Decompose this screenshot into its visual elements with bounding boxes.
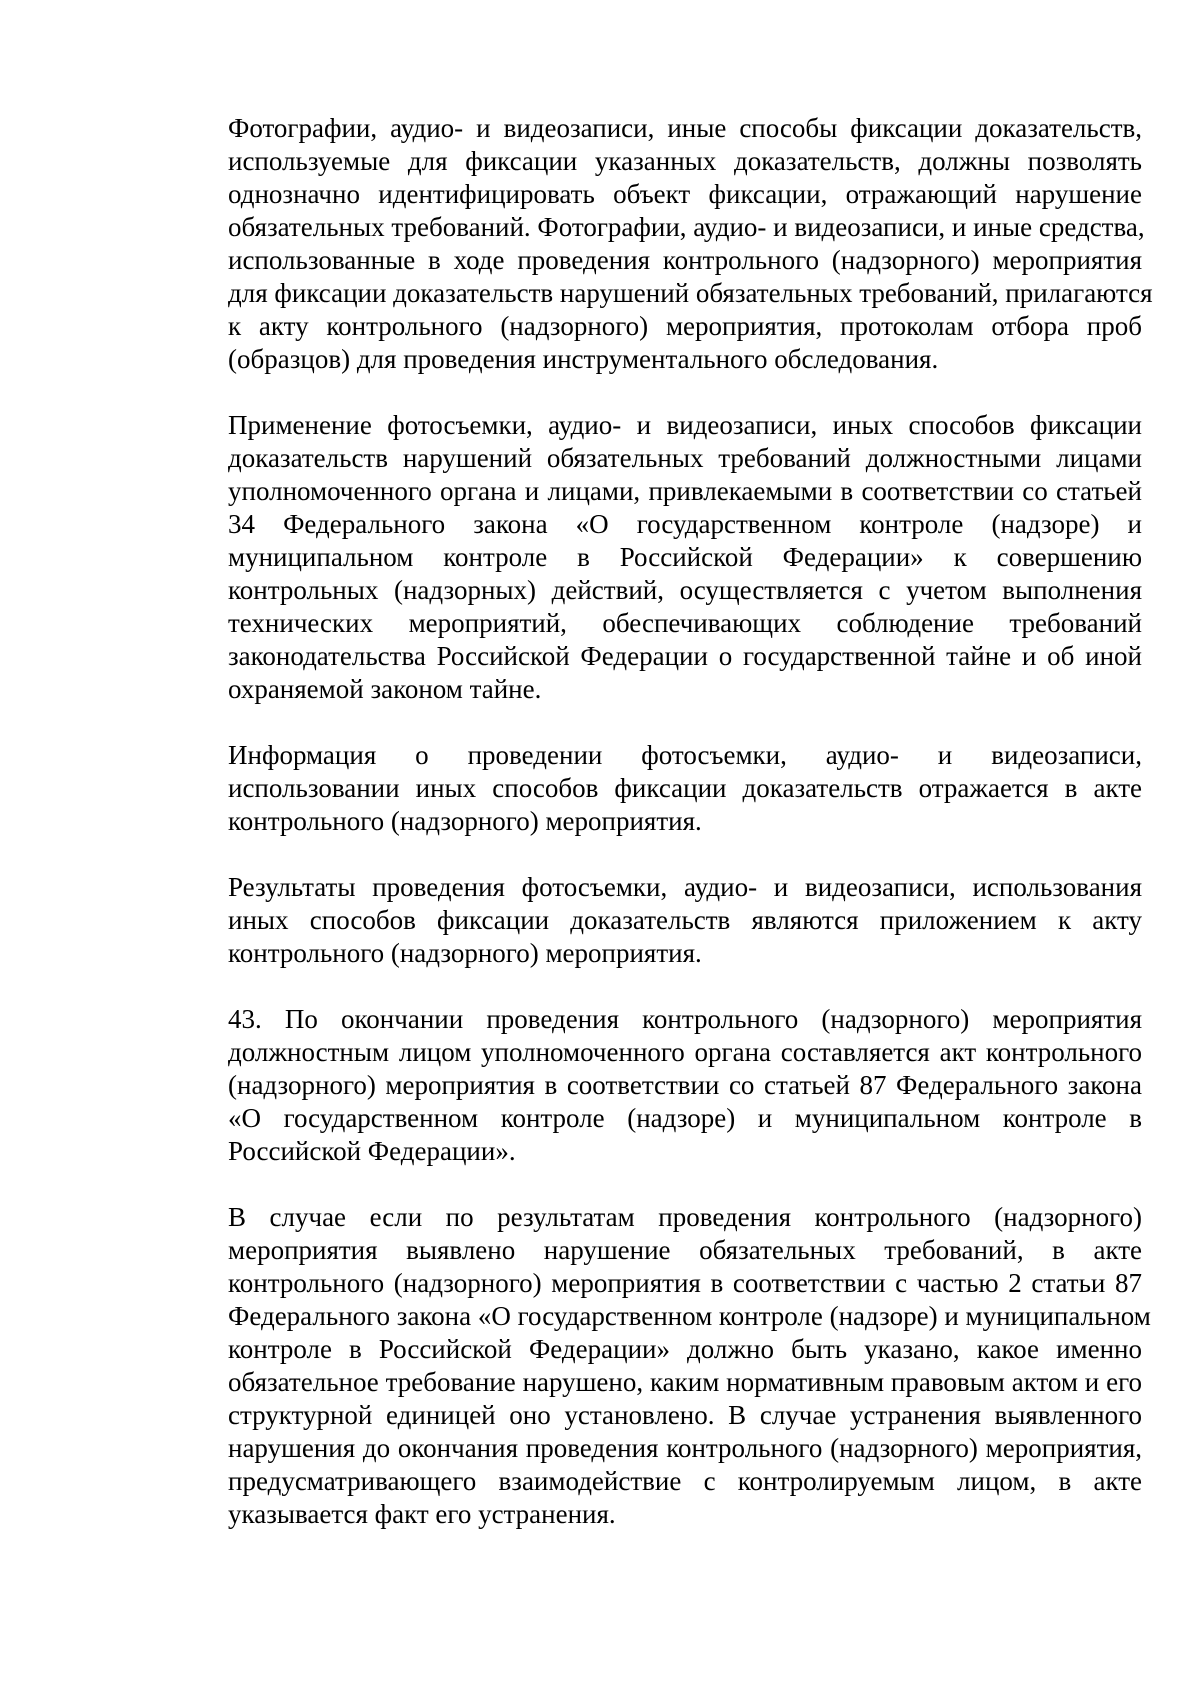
text-line: использованные в ходе проведения контрольного (надзорного) мероприятия <box>228 245 1142 275</box>
paragraph-item-43 <box>172 1003 1142 1168</box>
text-line: 43. По окончании проведения контрольного (надзорного) мероприятия <box>228 1004 1142 1034</box>
text-line: контрольного (надзорного) мероприятия в соответствии с частью 2 статьи 87 <box>228 1268 1142 1298</box>
text-line: 34 Федерального закона «О государственном контроле (надзоре) и <box>228 509 1142 539</box>
text-line: нарушения до окончания проведения контрольного (надзорного) мероприятия, <box>228 1433 1142 1463</box>
text-line: Российской Федерации». <box>228 1136 516 1166</box>
text-line: технических мероприятий, обеспечивающих соблюдение требований <box>228 608 1142 638</box>
text-line: указывается факт его устранения. <box>228 1499 616 1529</box>
text-line: законодательства Российской Федерации о государственной тайне и об иной <box>228 641 1142 671</box>
paragraph-results-appendix <box>172 871 1142 970</box>
text-line: уполномоченного органа и лицами, привлекаемыми в соответствии со статьей <box>228 476 1142 506</box>
text-line: структурной единицей оно установлено. В случае устранения выявленного <box>228 1400 1142 1430</box>
text-line: контрольного (надзорного) мероприятия. <box>228 806 702 836</box>
text-line: (образцов) для проведения инструментального обследования. <box>228 344 939 374</box>
text-line: В случае если по результатам проведения контрольного (надзорного) <box>228 1202 1142 1232</box>
text-line: используемые для фиксации указанных доказательств, должны позволять <box>228 146 1142 176</box>
text-line: доказательств нарушений обязательных требований должностными лицами <box>228 443 1142 473</box>
text-line: «О государственном контроле (надзоре) и муниципальном контроле в <box>228 1103 1142 1133</box>
text-line: использовании иных способов фиксации доказательств отражается в акте <box>228 773 1142 803</box>
text-line: Результаты проведения фотосъемки, аудио- и видеозаписи, использования <box>228 872 1142 902</box>
text-line: Применение фотосъемки, аудио- и видеозаписи, иных способов фиксации <box>228 410 1142 440</box>
text-line: предусматривающего взаимодействие с контролируемым лицом, в акте <box>228 1466 1142 1496</box>
paragraph-information-in-act <box>172 739 1142 838</box>
text-line: Фотографии, аудио- и видеозаписи, иные способы фиксации доказательств, <box>228 113 1142 143</box>
text-line: контрольных (надзорных) действий, осуществляется с учетом выполнения <box>228 575 1142 605</box>
text-line: Федерального закона «О государственном контроле (надзоре) и муниципальном <box>228 1301 1151 1331</box>
text-line: обязательное требование нарушено, каким нормативным правовым актом и его <box>228 1367 1142 1397</box>
text-line: иных способов фиксации доказательств являются приложением к акту <box>228 905 1142 935</box>
text-line: муниципальном контроле в Российской Федерации» к совершению <box>228 542 1142 572</box>
text-line: должностным лицом уполномоченного органа составляется акт контрольного <box>228 1037 1142 1067</box>
text-line: однозначно идентифицировать объект фиксации, отражающий нарушение <box>228 179 1142 209</box>
text-line: обязательных требований. Фотографии, аудио- и видеозаписи, и иные средства, <box>228 212 1145 242</box>
text-line: Информация о проведении фотосъемки, аудио- и видеозаписи, <box>228 740 1142 770</box>
text-line: охраняемой законом тайне. <box>228 674 542 704</box>
text-line: для фиксации доказательств нарушений обязательных требований, прилагаются <box>228 278 1153 308</box>
text-line: мероприятия выявлено нарушение обязательных требований, в акте <box>228 1235 1142 1265</box>
paragraph-photo-use-conditions <box>172 409 1142 706</box>
text-line: к акту контрольного (надзорного) мероприятия, протоколам отбора проб <box>228 311 1142 341</box>
text-line: (надзорного) мероприятия в соответствии со статьей 87 Федерального закона <box>228 1070 1142 1100</box>
text-line: контроле в Российской Федерации» должно быть указано, какое именно <box>228 1334 1142 1364</box>
text-line: контрольного (надзорного) мероприятия. <box>228 938 702 968</box>
paragraph-violation-in-act <box>172 1201 1151 1531</box>
paragraph-evidence-recording <box>172 112 1153 376</box>
document-page <box>172 112 1153 1564</box>
